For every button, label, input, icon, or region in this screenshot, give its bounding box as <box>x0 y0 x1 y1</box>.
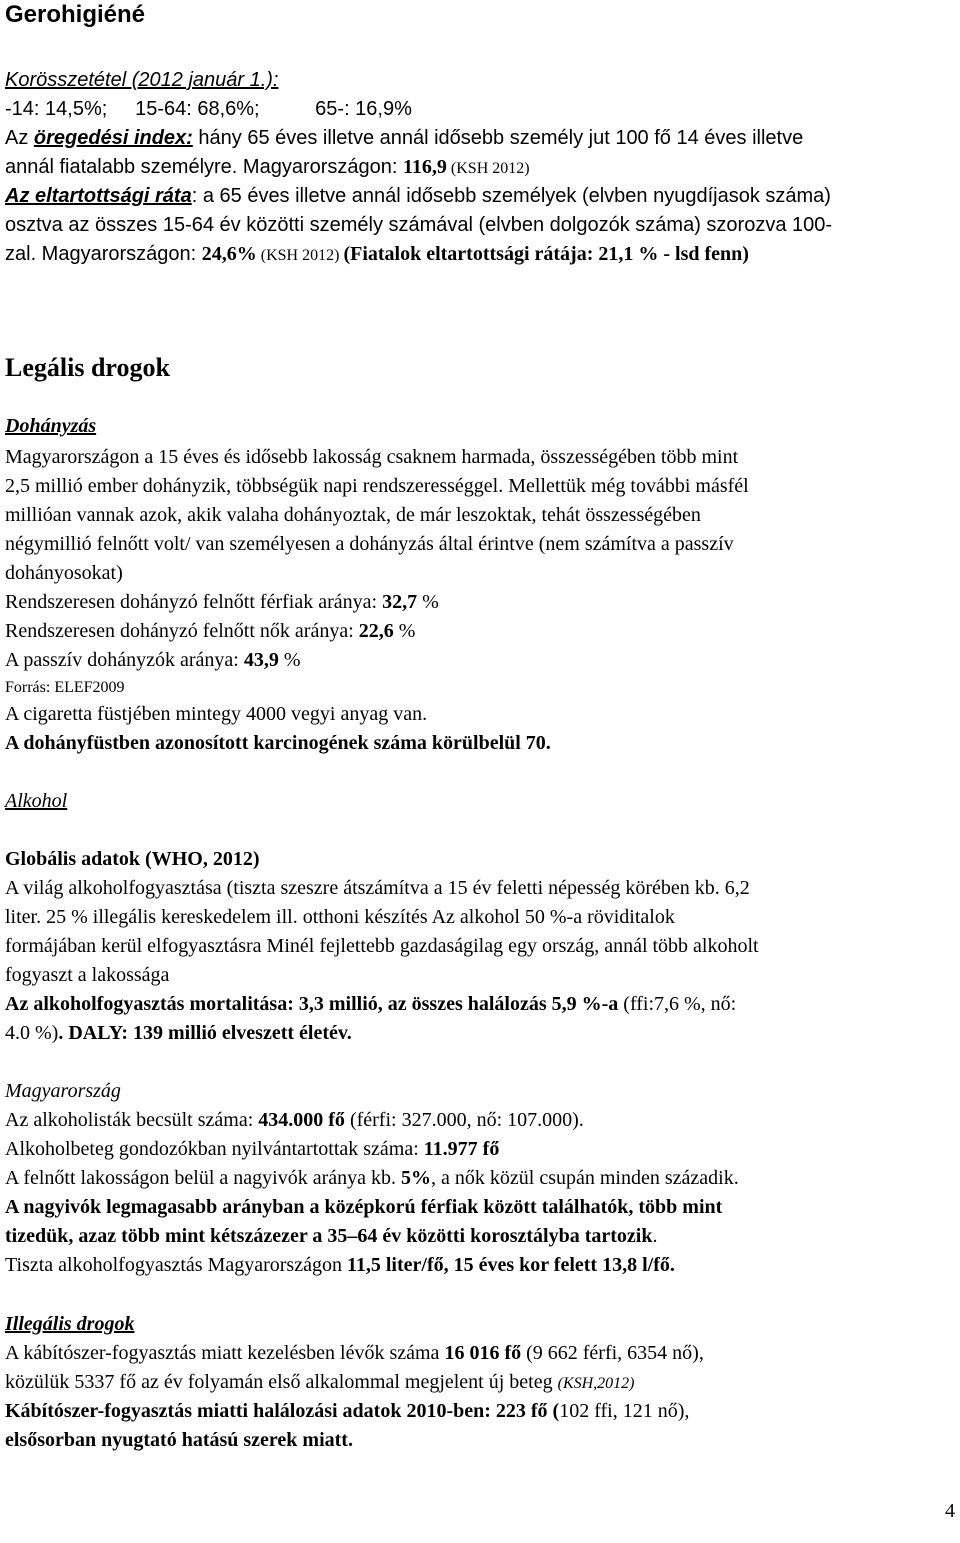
cigarette-chemicals: A cigaretta füstjében mintegy 4000 vegyi anyag van. <box>5 703 428 725</box>
treatment-count-line <box>5 1339 704 1368</box>
drug-deaths: Kábítószer-fogyasztás miatti halálozási adatok 2010-ben: 223 fő ( <box>5 1400 560 1422</box>
heavy-drinkers-line <box>5 1164 739 1193</box>
text-segment: A kábítószer-fogyasztás miatt kezelésben lévők száma <box>5 1342 445 1364</box>
smoking-heading: Dohányzás <box>5 415 97 437</box>
alcohol-mortality-line <box>5 990 736 1019</box>
smoking-source: Forrás: ELEF2009 <box>5 679 125 696</box>
pure-alcohol-consumption: 11,5 liter/fő, 15 éves kor felett 13,8 l/fő. <box>346 1254 675 1276</box>
text-segment: Rendszeresen dohányzó felnőtt nők aránya: <box>5 620 359 642</box>
text-segment: 102 ffi, 121 nő), <box>559 1400 690 1422</box>
age-distribution-line: -14: 14,5%; 15-64: 68,6%; 65-: 16,9% <box>5 98 412 120</box>
source-ksh: (KSH,2012) <box>557 1375 635 1392</box>
text-segment: Az <box>5 127 34 149</box>
alcohol-heading: Alkohol <box>5 790 68 812</box>
aging-index-value-line <box>5 153 530 183</box>
dependency-ratio-line-2: osztva az összes 15-64 év közötti személy számával (elvben dolgozók száma) szorozva 100- <box>5 214 833 236</box>
new-patients-line <box>5 1368 635 1398</box>
global-text-3: formájában kerül elfogyasztásra Minél fejlettebb gazdaságilag egy ország, annál több alkoholt <box>5 935 759 957</box>
registered-patients-line <box>5 1135 499 1164</box>
women-smoking-value: 22,6 <box>358 620 394 642</box>
alcohol-mortality: Az alkoholfogyasztás mortalitása: 3,3 millió, az összes halálozás 5,9 %-a <box>5 993 619 1015</box>
text-segment: közülük 5337 fő az év folyamán első alkalommal megjelent új beteg <box>5 1371 558 1393</box>
global-data-heading: Globális adatok (WHO, 2012) <box>5 848 260 870</box>
global-text-4: fogyaszt a lakossága <box>5 964 170 986</box>
age-composition-heading: Korösszetétel (2012 január 1.): <box>5 69 279 91</box>
text-segment: Rendszeresen dohányzó felnőtt férfiak aránya: <box>5 591 383 613</box>
pure-alcohol-consumption-line <box>5 1251 675 1280</box>
smoking-text-5: dohányosokat) <box>5 562 123 584</box>
alcoholics-count-line <box>5 1106 584 1135</box>
page-number: 4 <box>945 1500 955 1522</box>
text-segment: 4.0 %) <box>5 1022 59 1044</box>
text-segment: (férfi: 327.000, nő: 107.000). <box>344 1109 584 1131</box>
aging-index-term: öregedési index: <box>33 127 193 149</box>
dependency-ratio-value: 24,6% <box>201 243 257 265</box>
heavy-drinkers-rate: 5% <box>401 1167 432 1189</box>
text-segment: A felnőtt lakosságon belül a nagyivók aránya kb. <box>5 1167 402 1189</box>
drug-deaths-cause: elsősorban nyugtató hatású szerek miatt. <box>5 1429 353 1451</box>
registered-patients-count: 11.977 fő <box>423 1138 500 1160</box>
text-segment: zal. Magyarországon: <box>5 243 202 265</box>
text-segment: Tiszta alkoholfogyasztás Magyarországon <box>5 1254 347 1276</box>
text-segment: Az alkoholisták becsült száma: <box>5 1109 259 1131</box>
text-segment: . <box>652 1225 658 1247</box>
hungary-heading: Magyarország <box>5 1080 121 1102</box>
percent-unit: % <box>417 591 439 613</box>
alcoholics-count: 434.000 fő <box>258 1109 345 1131</box>
daly-value: . DALY: 139 millió elveszett életév. <box>58 1022 352 1044</box>
dependency-ratio-value-line <box>5 240 749 270</box>
page-title: Gerohigiéné <box>5 1 146 28</box>
aging-index-line <box>5 124 803 153</box>
carcinogens-count: A dohányfüstben azonosított karcinogének száma körülbelül 70. <box>5 732 551 754</box>
drug-deaths-line <box>5 1397 689 1426</box>
dependency-ratio-line <box>5 182 831 211</box>
smoking-text-3: millióan vannak azok, akik valaha dohányoztak, de már leszoktak, tehát összességében <box>5 504 701 526</box>
heavy-drinkers-men-1: A nagyivók legmagasabb arányban a középkorú férfiak között találhatók, több mint <box>5 1196 723 1218</box>
smoking-text-4: négymillió felnőtt volt/ van személyesen a dohányzás által érintve (nem számítva a passzív <box>5 533 734 555</box>
women-smoking-rate <box>5 617 415 646</box>
text-segment: annál fiatalabb személyre. Magyarországon: <box>5 156 403 178</box>
source-ksh: (KSH 2012) <box>446 160 530 177</box>
text-segment: A passzív dohányzók aránya: <box>5 649 244 671</box>
dependency-ratio-term: Az eltartottsági ráta <box>5 185 192 207</box>
global-text-2: liter. 25 % illegális kereskedelem ill. otthoni készítés Az alkohol 50 %-a röviditalok <box>5 906 675 928</box>
youth-dependency-note: (Fiatalok eltartottsági rátája: 21,1 % - lsd fenn) <box>343 243 749 265</box>
text-segment: hány 65 éves illetve annál idősebb személy jut 100 fő 14 éves illetve <box>192 127 804 149</box>
smoking-text-1: Magyarországon a 15 éves és idősebb lakosság csaknem harmada, összességében több mint <box>5 446 739 468</box>
text-segment: tizedük, azaz több mint kétszázezer a 35–64 év közötti korosztályba tartozik <box>5 1225 653 1247</box>
source-ksh: (KSH 2012) <box>256 247 344 264</box>
text-segment: Alkoholbeteg gondozókban nyilvántartottak száma: <box>5 1138 424 1160</box>
illegal-drugs-heading: Illegális drogok <box>5 1313 135 1335</box>
text-segment: (9 662 férfi, 6354 nő), <box>521 1342 704 1364</box>
smoking-text-2: 2,5 millió ember dohányzik, többségük napi rendszerességgel. Mellettük még további másfél <box>5 475 749 497</box>
treatment-count: 16 016 fő <box>444 1342 522 1364</box>
text-segment: (ffi:7,6 %, nő: <box>618 993 737 1015</box>
text-segment: , a nők közül csupán minden századik. <box>431 1167 739 1189</box>
men-smoking-value: 32,7 <box>382 591 418 613</box>
heavy-drinkers-men-2 <box>5 1222 658 1251</box>
men-smoking-rate <box>5 588 439 617</box>
daly-line <box>5 1019 352 1048</box>
percent-unit: % <box>278 649 301 671</box>
passive-smoking-rate <box>5 646 301 675</box>
passive-smoking-value: 43,9 <box>243 649 279 671</box>
aging-index-value: 116,9 <box>403 156 447 178</box>
text-segment: : a 65 éves illetve annál idősebb személyek (elvben nyugdíjasok száma) <box>191 185 831 207</box>
global-text-1: A világ alkoholfogyasztása (tiszta szeszre átszámítva a 15 év feletti népesség körében kb. 6,2 <box>5 877 750 899</box>
percent-unit: % <box>393 620 416 642</box>
legal-drugs-heading: Legális drogok <box>5 353 170 382</box>
